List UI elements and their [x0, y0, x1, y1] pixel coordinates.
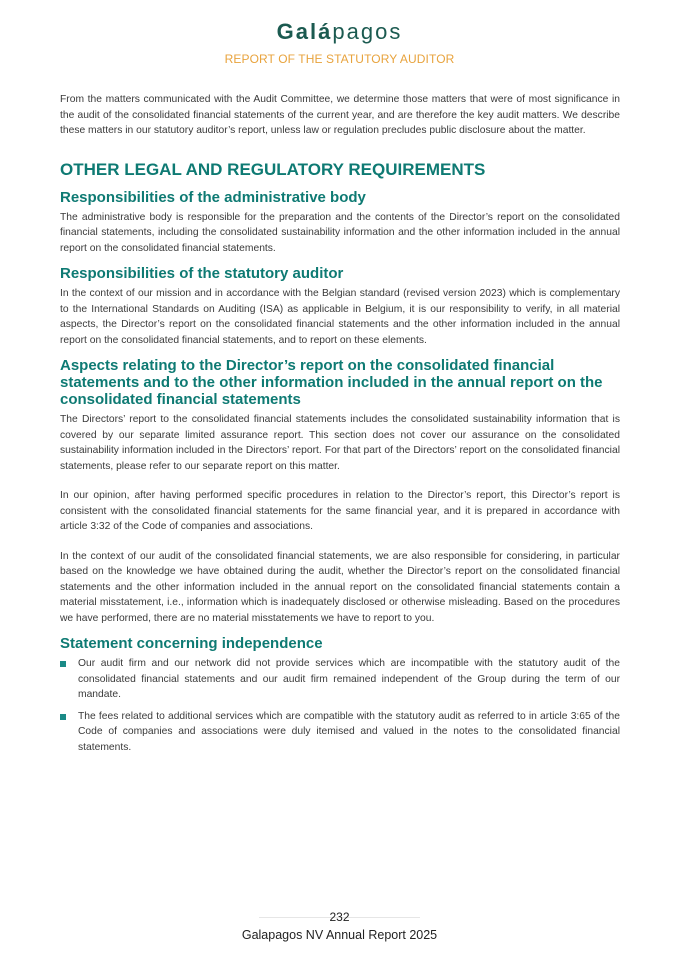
list-item-text: Our audit firm and our network did not provide services which are incompatible with the statutory audit of the consolidated financial statements and our audit firm remained independent of the Group during the term of our mandate.	[78, 658, 620, 700]
auditor-text: In the context of our mission and in accordance with the Belgian standard (revised version 2023) which is complementary to the International Standards on Auditing (ISA) as applicable in Belgium, it is our responsibility to verify, in all material aspects, the Director’s report on the consolidated financial statements and the other information included in the annual report on the consolidated financial statements, and to report on these elements.	[60, 288, 620, 346]
intro-paragraph: From the matters communicated with the Audit Committee, we determine those matters that were of most significance in the audit of the consolidated financial statements of the current year, and are therefore the key audit matters. We describe these matters in our statutory auditor’s report, unless law or regulation precludes public disclosure about the matter.	[60, 94, 620, 136]
footer-title: Galapagos NV Annual Report 2025	[241, 928, 438, 942]
logo-wordmark-light: pagos	[332, 19, 403, 44]
list-item	[60, 709, 620, 756]
aspects-paragraph-3: In the context of our audit of the consolidated financial statements, we are also responsible for considering, in particular based on the knowledge we have obtained during the audit, whether the Director’s report on the consolidated financial statements and the other information included in the annual report on the consolidated financial statements contain a material misstatement, i.e., information which is inadequately disclosed or otherwise misleading. Based on the procedures we have performed, there are no material misstatements we have to report to you.	[60, 550, 620, 624]
admin-body-heading: Responsibilities of the administrative body	[60, 188, 366, 206]
aspects-paragraph-2: In our opinion, after having performed specific procedures in relation to the Director’s report, this Director’s report is consistent with the consolidated financial statements for the same financial year, and it is prepared in accordance with article 3:32 of the Code of companies and associations.	[60, 490, 620, 532]
square-bullet-icon	[60, 714, 66, 720]
auditor-heading: Responsibilities of the statutory auditor	[60, 265, 344, 282]
independence-heading: Statement concerning independence	[60, 635, 323, 652]
admin-body-text: The administrative body is responsible for the preparation and the contents of the Director’s report on the consolidated financial statements, including the consolidated sustainability information and the other information included in the annual report on the consolidated financial statements.	[60, 211, 620, 254]
report-title: REPORT OF THE STATUTORY AUDITOR	[224, 52, 455, 66]
independence-list	[60, 656, 620, 755]
square-bullet-icon	[60, 661, 66, 667]
list-item	[60, 656, 620, 703]
aspects-heading: Aspects relating to the Director’s report on the consolidated financial statements and to the other information included in the annual report on the consolidated financial statements	[60, 357, 603, 408]
list-item-text: The fees related to additional services which are compatible with the statutory audit as referred to in article 3:65 of the Code of companies and associations were duly itemised and valued in the notes to the consolidated financial statements.	[78, 710, 620, 753]
section-title: OTHER LEGAL AND REGULATORY REQUIREMENTS	[60, 159, 486, 179]
report-body	[60, 92, 620, 761]
aspects-paragraph-1: The Directors’ report to the consolidated financial statements includes the consolidated sustainability information that is covered by our separate limited assurance report. This section does not cover our assurance on the consolidated sustainability information included in the Directors’ report. For that part of the Directors’ report on the consolidated financial statements, please refer to our separate report on this matter.	[60, 414, 620, 472]
page-number: 232	[329, 910, 350, 924]
galapagos-logo	[0, 18, 679, 46]
logo-wordmark-bold: Galá	[276, 19, 333, 44]
